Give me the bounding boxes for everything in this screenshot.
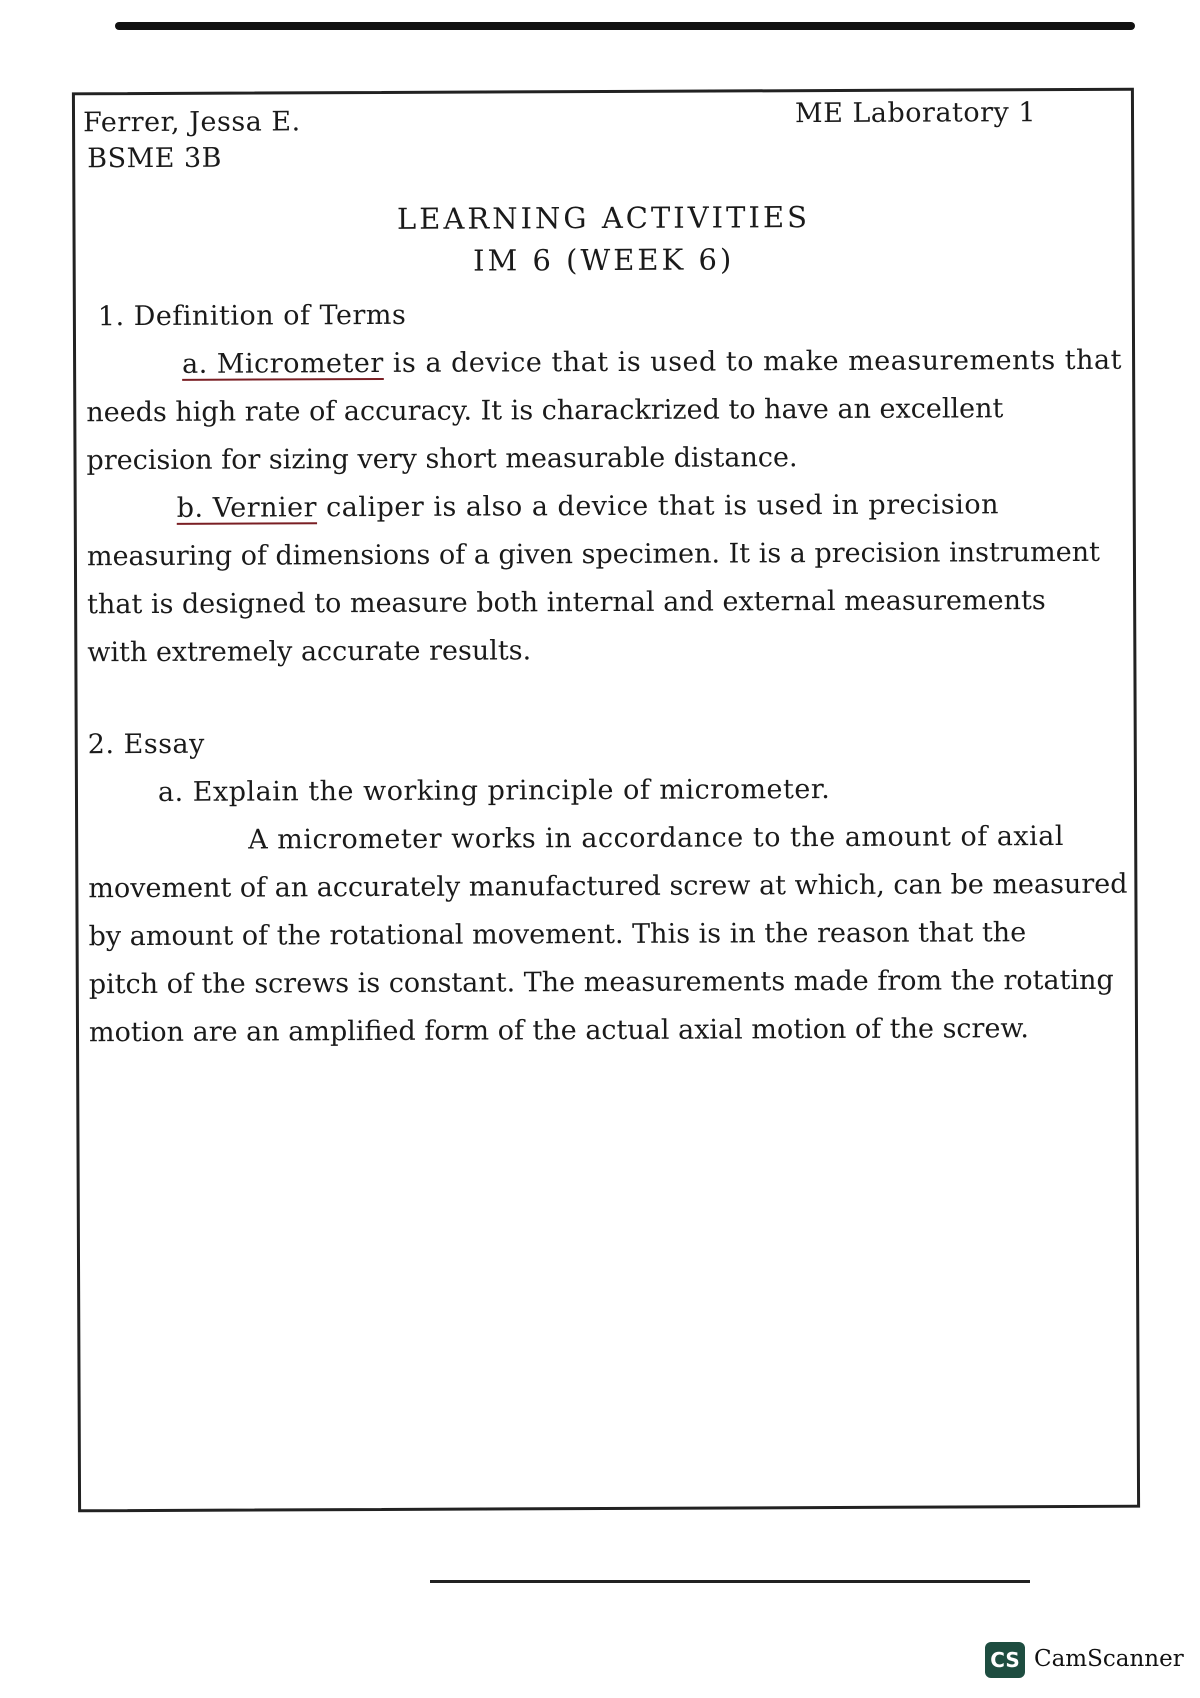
essay-answer-line-4: pitch of the screws is constant. The measurements made from the rotating [88,964,1114,1001]
term-vernier: b. Vernier [176,492,318,524]
page-title: LEARNING ACTIVITIES [396,200,811,236]
camscanner-watermark: CamScanner [1034,1646,1184,1672]
scan-edge-bottom [430,1580,1030,1583]
definition-a-first-line [182,345,1122,380]
definition-b-line-1: caliper is also a device that is used in precision [326,489,1000,524]
page-subtitle: IM 6 (WEEK 6) [472,242,735,278]
camscanner-logo-icon: CS [985,1642,1025,1678]
definition-b-line-2: measuring of dimensions of a given specimen. It is a precision instrument [86,536,1101,573]
definition-a-line-3: precision for sizing very short measurable distance. [86,442,798,477]
definition-b-first-line [177,489,999,524]
essay-question: a. Explain the working principle of micrometer. [157,774,831,808]
course-name: ME Laboratory 1 [794,97,1037,130]
definition-b-line-4: with extremely accurate results. [87,635,532,669]
student-name: Ferrer, Jessa E. [82,106,301,139]
term-micrometer: a. Micrometer [182,347,384,380]
essay-answer-line-1: A micrometer works in accordance to the amount of axial [248,821,1065,856]
section-1-heading: 1. Definition of Terms [97,299,407,333]
definition-a-line-1: is a device that is used to make measurements that [392,344,1122,379]
definition-a-line-2: needs high rate of accuracy. It is charackrized to have an excellent [86,393,1004,429]
section-2-heading: 2. Essay [87,728,205,761]
definition-b-line-3: that is designed to measure both internal and external measurements [87,585,1046,621]
essay-answer-line-3: by amount of the rotational movement. This is in the reason that the [88,917,1027,953]
scan-edge-top [115,22,1135,30]
student-section: BSME 3B [87,142,223,175]
essay-answer-line-2: movement of an accurately manufactured screw at which, can be measured [88,868,1128,905]
paper-sheet [72,88,1140,1513]
essay-answer-line-5: motion are an amplified form of the actual axial motion of the screw. [88,1013,1029,1049]
